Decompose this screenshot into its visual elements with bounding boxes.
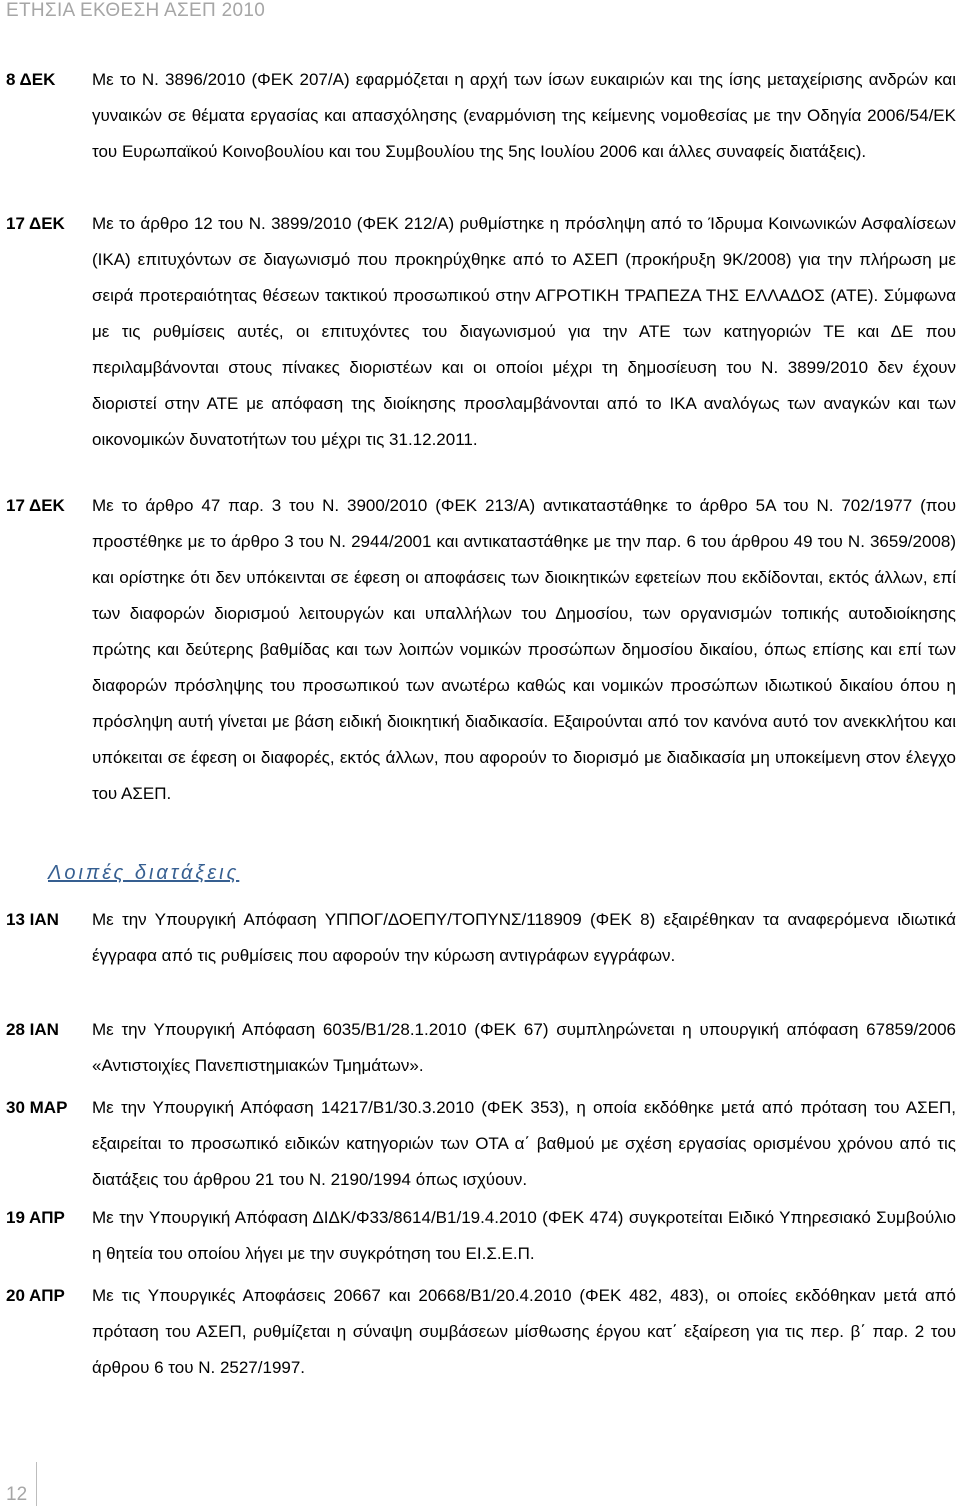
entry-text: Με την Υπουργική Απόφαση ΥΠΠΟΓ/ΔΟΕΠΥ/ΤΟΠΥΝΣ/118909 (ΦΕΚ 8) εξαιρέθηκαν τα αναφερόμενα ιδιωτικά έγγραφα από τις ρυθμίσεις που αφορούν την κύρωση αντιγράφων εγγράφων. bbox=[92, 910, 956, 965]
entry-17-dec-b bbox=[6, 488, 956, 812]
footer-divider bbox=[36, 1462, 37, 1506]
entry-date: 28 ΙΑΝ bbox=[6, 1020, 59, 1039]
entry-text: Με την Υπουργική Απόφαση 6035/Β1/28.1.2010 (ΦΕΚ 67) συμπληρώνεται η υπουργική απόφαση 67859/2006 «Αντιστοιχίες Πανεπιστημιακών Τμημάτων». bbox=[92, 1020, 956, 1075]
entry-text: Με το άρθρο 47 παρ. 3 του Ν. 3900/2010 (ΦΕΚ 213/Α) αντικαταστάθηκε το άρθρο 5Α του Ν. 702/1977 (που προστέθηκε με το άρθρο 3 του Ν. 2944/2001 και αντικαταστάθηκε με την παρ. 6 του άρθρου 49 του Ν. 3659/2008) και ορίστηκε ότι δεν υπόκεινται σε έφεση οι αποφάσεις των διοικητικών εφετείων που εκδίδονται, εκτός άλλων, επί των διαφορών διορισμού λειτουργών και υπαλλήλων του Δημοσίου, των οργανισμών τοπικής αυτοδιοίκησης πρώτης και δεύτερης βαθμίδας και των λοιπών νομικών προσώπων δημοσίου δικαίου, όπως επίσης και επί των διαφορών πρόσληψης του προσωπικού των ανωτέρω καθώς και νομικών προσώπων ιδιωτικού δικαίου όπου η πρόσληψη αυτή γίνεται με βάση ειδική διοικητική διαδικασία. Εξαιρούνται από τον κανόνα αυτό τον ανεκκλήτου και υπόκειται σε έφεση οι διαφορές, εκτός άλλων, που αφορούν το διορισμό με διαδικασία μη υποκείμενη στον έλεγχο του ΑΣΕΠ. bbox=[92, 496, 956, 803]
entry-text: Με το Ν. 3896/2010 (ΦΕΚ 207/Α) εφαρμόζεται η αρχή των ίσων ευκαιριών και της ίσης μεταχείρισης ανδρών και γυναικών σε θέματα εργασίας και απασχόλησης (εναρμόνιση της κείμενης νομοθεσίας με την Οδηγία 2006/54/ΕΚ του Ευρωπαϊκού Κοινοβουλίου και του Συμβουλίου της 5ης Ιουλίου 2006 και άλλες συναφείς διατάξεις). bbox=[92, 70, 956, 161]
entry-8-dec bbox=[6, 62, 956, 170]
entry-date: 30 ΜΑΡ bbox=[6, 1098, 68, 1117]
entry-date: 13 ΙΑΝ bbox=[6, 910, 59, 929]
entry-date: 17 ΔΕΚ bbox=[6, 214, 65, 233]
entry-13-jan bbox=[6, 902, 956, 974]
entry-date: 19 ΑΠΡ bbox=[6, 1208, 65, 1227]
entry-date: 17 ΔΕΚ bbox=[6, 496, 65, 515]
page-number: 12 bbox=[6, 1484, 28, 1505]
entry-date: 8 ΔΕΚ bbox=[6, 70, 56, 89]
entry-28-jan bbox=[6, 1012, 956, 1084]
entry-text: Με τις Υπουργικές Αποφάσεις 20667 και 20668/Β1/20.4.2010 (ΦΕΚ 482, 483), οι οποίες εκδόθηκαν μετά από πρόταση του ΑΣΕΠ, ρυθμίζεται η σύναψη συμβάσεων μίσθωσης έργου κατ΄ εξαίρεση για τις περ. β΄ παρ. 2 του άρθρου 6 του Ν. 2527/1997. bbox=[92, 1286, 956, 1377]
document-header: ΕΤΗΣΙΑ ΕΚΘΕΣΗ ΑΣΕΠ 2010 bbox=[6, 0, 266, 21]
entry-20-apr bbox=[6, 1278, 956, 1386]
entry-text: Με την Υπουργική Απόφαση 14217/Β1/30.3.2010 (ΦΕΚ 353), η οποία εκδόθηκε μετά από πρόταση του ΑΣΕΠ, εξαιρείται το προσωπικό ειδικών κατηγοριών των ΟΤΑ α΄ βαθμού με σχέση εργασίας ορισμένου χρόνου από τις διατάξεις του άρθρου 21 του Ν. 2190/1994 όπως ισχύουν. bbox=[92, 1098, 956, 1189]
entry-17-dec-a bbox=[6, 206, 956, 458]
section-title: Λοιπές διατάξεις bbox=[48, 862, 240, 884]
entry-19-apr bbox=[6, 1200, 956, 1272]
entry-30-mar bbox=[6, 1090, 956, 1198]
entry-text: Με την Υπουργική Απόφαση ΔΙΔΚ/Φ33/8614/Β1/19.4.2010 (ΦΕΚ 474) συγκροτείται Ειδικό Υπηρεσιακό Συμβούλιο η θητεία του οποίου λήγει με την συγκρότηση του ΕΙ.Σ.Ε.Π. bbox=[92, 1208, 956, 1263]
entry-date: 20 ΑΠΡ bbox=[6, 1286, 65, 1305]
entry-text: Με το άρθρο 12 του Ν. 3899/2010 (ΦΕΚ 212/Α) ρυθμίστηκε η πρόσληψη από το Ίδρυμα Κοινωνικών Ασφαλίσεων (ΙΚΑ) επιτυχόντων σε διαγωνισμό που προκηρύχθηκε από το ΑΣΕΠ (προκήρυξη 9Κ/2008) για την πλήρωση με σειρά προτεραιότητας θέσεων τακτικού προσωπικού στην ΑΓΡΟΤΙΚΗ ΤΡΑΠΕΖΑ ΤΗΣ ΕΛΛΑΔΟΣ (ΑΤΕ). Σύμφωνα με τις ρυθμίσεις αυτές, οι επιτυχόντες του διαγωνισμού για την ΑΤΕ των κατηγοριών ΤΕ και ΔΕ που περιλαμβάνονται στους πίνακες διοριστέων και οι οποίοι μέχρι τη δημοσίευση του Ν. 3899/2010 δεν έχουν διοριστεί στην ΑΤΕ με απόφαση της διοίκησης προσλαμβάνονται από το ΙΚΑ αναλόγως των αναγκών και των οικονομικών δυνατοτήτων του μέχρι τις 31.12.2011. bbox=[92, 214, 956, 449]
